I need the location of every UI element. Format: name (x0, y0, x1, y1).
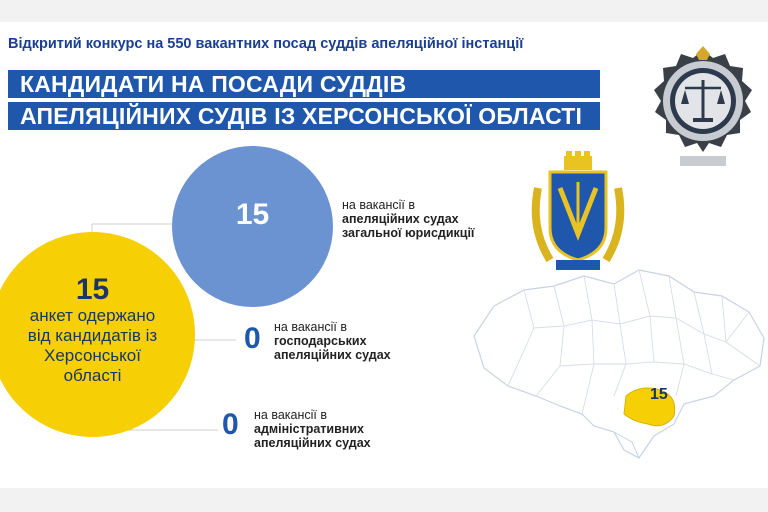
total-line2: від кандидатів із (27, 326, 158, 345)
ukraine-map-icon (464, 246, 768, 478)
title-banner-line1: КАНДИДАТИ НА ПОСАДИ СУДДІВ (8, 70, 600, 98)
infographic (0, 22, 768, 488)
court-emblem-icon (648, 44, 758, 174)
page-subtitle: Відкритий конкурс на 550 вакантних посад суддів апеляційної інстанції (8, 36, 524, 52)
commercial-count: 0 (244, 322, 261, 355)
administrative-text (254, 408, 371, 450)
item2-line2: господарських (274, 334, 367, 348)
item3-line2: адміністративних (254, 422, 364, 436)
title-banner-line2: АПЕЛЯЦІЙНИХ СУДІВ ІЗ ХЕРСОНСЬКОЇ ОБЛАСТІ (8, 102, 600, 130)
item2-line3: апеляційних судах (274, 348, 391, 362)
total-line1: анкет одержано (29, 306, 156, 325)
general-jurisdiction-count: 15 (235, 198, 270, 231)
total-line4: області (63, 366, 122, 385)
total-count: 15 (75, 273, 110, 306)
general-jurisdiction-text (342, 198, 474, 240)
item1-line1: на вакансії в (342, 198, 415, 212)
item2-line1: на вакансії в (274, 320, 347, 334)
item3-line3: апеляційних судах (254, 436, 371, 450)
item1-line2: апеляційних судах (342, 212, 459, 226)
kherson-region-count: 15 (650, 386, 668, 403)
item1-line3: загальної юрисдикції (342, 226, 475, 240)
item3-line1: на вакансії в (254, 408, 327, 422)
total-line3: Херсонської (44, 346, 141, 365)
total-applications (0, 274, 185, 386)
commercial-text (274, 320, 391, 362)
administrative-count: 0 (222, 408, 239, 441)
